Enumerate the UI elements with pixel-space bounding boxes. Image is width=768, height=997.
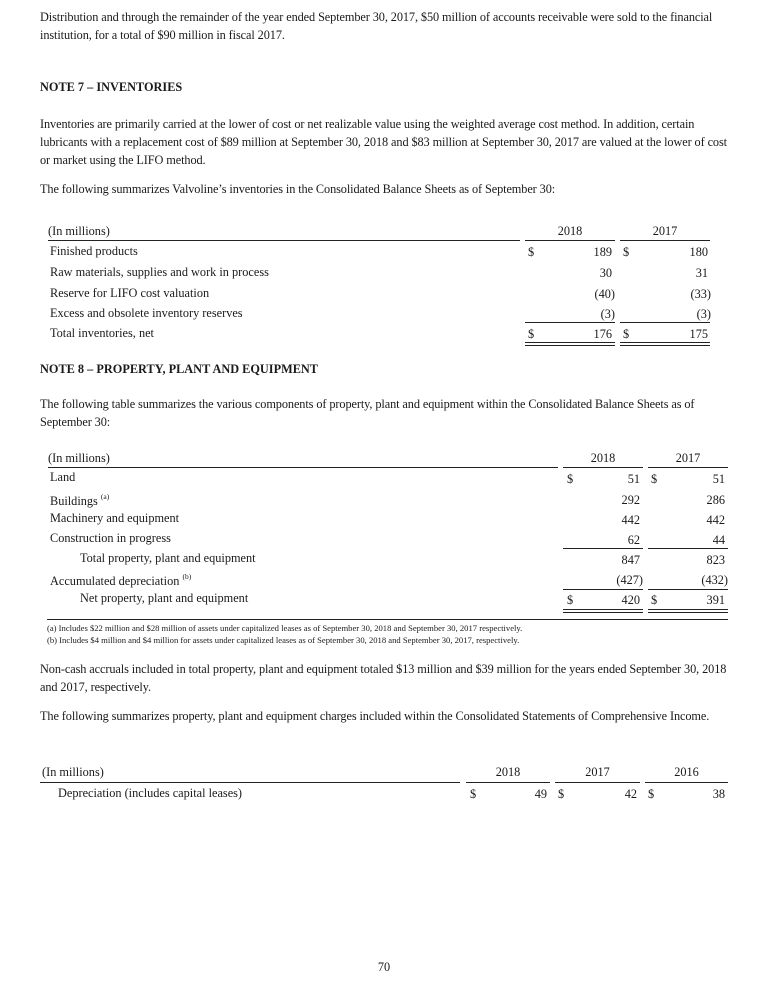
value-2018: (40) xyxy=(594,287,615,301)
value-2016: 38 xyxy=(712,787,725,801)
ppe-col-2017: 2017 xyxy=(675,451,701,465)
currency-symbol: $ xyxy=(528,327,535,341)
value-2017: 180 xyxy=(689,245,708,259)
currency-symbol: $ xyxy=(567,593,574,607)
value-2018: 30 xyxy=(599,266,612,280)
footnote-a: (a) Includes $22 million and $28 million of assets under capitalized leases as of September 30, 2018 and September 30, 2017 respectively. xyxy=(47,623,523,633)
value-2017: 31 xyxy=(695,266,708,280)
currency-symbol: $ xyxy=(623,327,630,341)
inventory-unit-label: (In millions) xyxy=(48,224,110,238)
note7-paragraph-2: The following summarizes Valvoline’s inventories in the Consolidated Balance Sheets as of September 30: xyxy=(40,182,556,196)
row-label: Total inventories, net xyxy=(50,326,154,340)
inventory-subtotal-rule-2017 xyxy=(620,322,710,323)
value-2017: 442 xyxy=(706,513,725,527)
ppe-net-double-rule-2017 xyxy=(648,609,728,613)
ppe-col-2018: 2018 xyxy=(590,451,616,465)
value-2018: 847 xyxy=(621,553,640,567)
inventory-total-double-rule-2018 xyxy=(525,342,615,346)
value-2018: 62 xyxy=(627,533,640,547)
note7-heading: NOTE 7 – INVENTORIES xyxy=(40,80,183,94)
row-label: Depreciation (includes capital leases) xyxy=(58,786,243,800)
value-2018: (427) xyxy=(616,573,643,587)
note8-paragraph-1: The following table summarizes the various components of property, plant and equipment within the Consolidated Balance Sheets as of September 30: xyxy=(40,397,695,429)
currency-symbol: $ xyxy=(558,787,565,801)
dep-header-rule xyxy=(40,782,460,783)
currency-symbol: $ xyxy=(651,472,658,486)
inventory-subtotal-rule-2018 xyxy=(525,322,615,323)
ppe-net-double-rule-2018 xyxy=(563,609,643,613)
value-2018: 51 xyxy=(627,472,640,486)
inventory-total-double-rule-2017 xyxy=(620,342,710,346)
value-2018: 420 xyxy=(621,593,640,607)
dep-header-rule-2018 xyxy=(466,782,550,783)
value-2017: 42 xyxy=(624,787,637,801)
dep-col-2016: 2016 xyxy=(674,765,699,779)
ppe-subtotal-rule-2018 xyxy=(563,548,643,549)
row-label xyxy=(50,571,191,588)
row-label: Finished products xyxy=(50,244,138,258)
inventory-col-2017: 2017 xyxy=(652,224,678,238)
inventory-header-rule-2018 xyxy=(525,240,615,241)
footnote-marker-b: (b) xyxy=(182,572,192,581)
ppe-net-rule-2017 xyxy=(648,589,728,590)
note8-heading: NOTE 8 – PROPERTY, PLANT AND EQUIPMENT xyxy=(40,362,318,376)
currency-symbol: $ xyxy=(567,472,574,486)
dep-header-rule-2016 xyxy=(645,782,728,783)
row-label: Machinery and equipment xyxy=(50,511,180,525)
note8-paragraph-3: The following summarizes property, plant and equipment charges included within the Consolidated Statements of Comprehensive Income. xyxy=(40,709,710,723)
row-label: Reserve for LIFO cost valuation xyxy=(50,286,210,300)
value-2017: (3) xyxy=(696,307,711,321)
currency-symbol: $ xyxy=(648,787,655,801)
dep-col-2017: 2017 xyxy=(585,765,610,779)
dep-header-rule-2017 xyxy=(555,782,640,783)
row-label: Construction in progress xyxy=(50,531,171,545)
ppe-header-rule-2017 xyxy=(648,467,728,468)
value-2018: 189 xyxy=(593,245,612,259)
value-2017: 44 xyxy=(712,533,725,547)
row-label: Land xyxy=(50,470,76,484)
ppe-subtotal-rule-2017 xyxy=(648,548,728,549)
ppe-header-rule xyxy=(48,467,558,468)
inventory-col-2018: 2018 xyxy=(557,224,583,238)
row-label: Net property, plant and equipment xyxy=(80,591,249,605)
value-2018: 292 xyxy=(621,493,640,507)
footnote-separator xyxy=(47,619,728,620)
value-2017: 286 xyxy=(706,493,725,507)
page-number: 70 xyxy=(377,960,391,974)
row-label-text: Accumulated depreciation xyxy=(50,574,180,589)
ppe-unit-label: (In millions) xyxy=(48,451,110,465)
value-2017: 51 xyxy=(712,472,725,486)
currency-symbol: $ xyxy=(470,787,477,801)
value-2018: 442 xyxy=(621,513,640,527)
footnote-b: (b) Includes $4 million and $4 million for assets under capitalized leases as of September 30, 2018 and September 30, 2017, respectively. xyxy=(47,635,520,645)
value-2017: 391 xyxy=(706,593,725,607)
currency-symbol: $ xyxy=(623,245,630,259)
ppe-header-rule-2018 xyxy=(563,467,643,468)
value-2017: (432) xyxy=(701,573,728,587)
value-2017: (33) xyxy=(690,287,711,301)
row-label: Total property, plant and equipment xyxy=(80,551,256,565)
value-2018: 176 xyxy=(593,327,612,341)
currency-symbol: $ xyxy=(651,593,658,607)
note8-paragraph-2: Non-cash accruals included in total property, plant and equipment totaled $13 million and $39 million for the years ended September 30, 2018 and 2017, respectively. xyxy=(40,662,727,694)
inventory-header-rule xyxy=(48,240,520,241)
dep-unit-label: (In millions) xyxy=(42,765,104,779)
footnote-marker-a: (a) xyxy=(100,492,110,501)
row-label xyxy=(50,491,109,508)
row-label-text: Buildings xyxy=(50,494,98,509)
ppe-net-rule-2018 xyxy=(563,589,643,590)
row-label: Excess and obsolete inventory reserves xyxy=(50,306,243,320)
inventory-header-rule-2017 xyxy=(620,240,710,241)
row-label: Raw materials, supplies and work in process xyxy=(50,265,269,279)
currency-symbol: $ xyxy=(528,245,535,259)
value-2018: (3) xyxy=(600,307,615,321)
value-2017: 175 xyxy=(689,327,708,341)
value-2017: 823 xyxy=(706,553,725,567)
dep-col-2018: 2018 xyxy=(495,765,521,779)
note7-paragraph-1: Inventories are primarily carried at the lower of cost or net realizable value using the weighted average cost method. In addition, certain lubricants with a replacement cost of $89 million at September 30, 2018 and $83 million at September 30, 2017 are valued at the lower of cost or market using the LIFO method. xyxy=(40,117,727,167)
value-2018: 49 xyxy=(534,787,547,801)
intro-paragraph: Distribution and through the remainder of the year ended September 30, 2017, $50 million of accounts receivable were sold to the financial institution, for a total of $90 million in fiscal 2017. xyxy=(40,10,713,42)
